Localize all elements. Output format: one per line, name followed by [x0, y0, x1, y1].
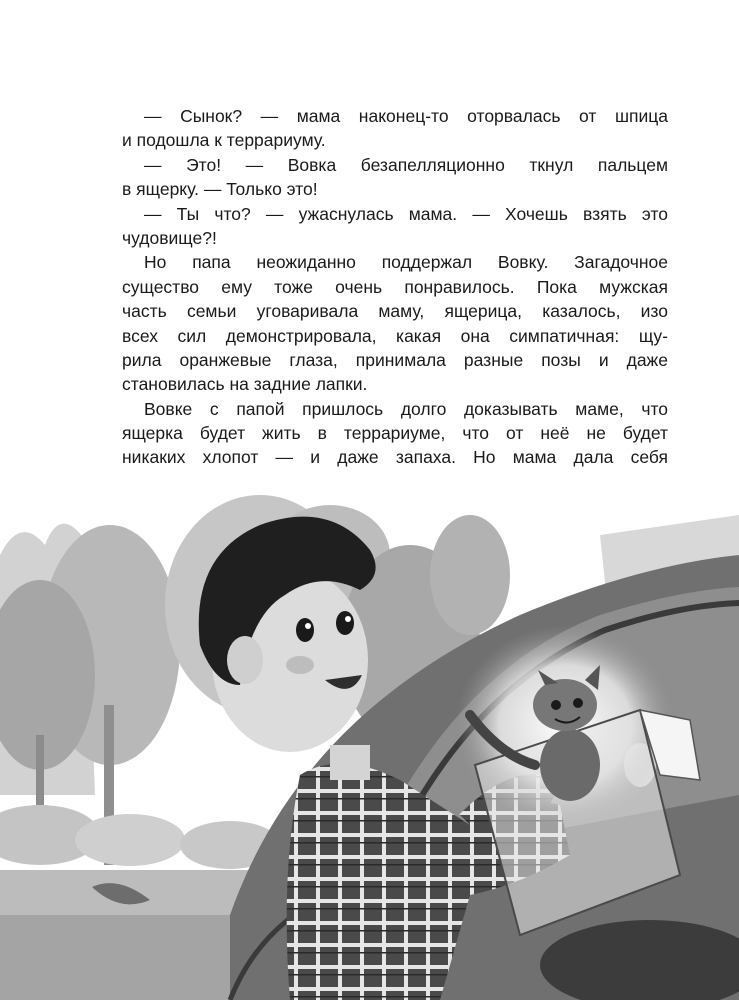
text-line: Вовке с папой пришлось долго доказывать маме, что — [144, 398, 668, 419]
text-line: и подошла к террариуму. — [122, 130, 326, 151]
text-line: — Ты что? — ужаснулась мама. — Хочешь взять это — [144, 203, 668, 224]
boy-with-dragon-illustration — [0, 495, 739, 1000]
story-text — [122, 104, 668, 470]
text-line: рила оранжевые глаза, принимала разные позы и даже — [122, 349, 668, 370]
text-line: — Сынок? — мама наконец-то оторвалась от шпица — [144, 106, 668, 126]
text-line: никаких хлопот — и даже запаха. Но мама дала себя — [122, 447, 668, 468]
text-line: чудовище?! — [122, 227, 217, 248]
text-line: существо ему тоже очень понравилось. Пока мужская — [122, 276, 668, 297]
text-line: часть семьи уговаривала маму, ящерица, казалось, изо — [122, 301, 668, 322]
text-line: в ящерку. — Только это! — [122, 179, 318, 200]
text-line: Но папа неожиданно поддержал Вовку. Загадочное — [144, 252, 668, 273]
bushes — [0, 805, 280, 869]
text-line: всех сил демонстрировала, какая она симпатичная: щу- — [122, 325, 668, 346]
text-line: ящерка будет жить в террариуме, что от неё не будет — [122, 423, 668, 444]
text-line: становилась на задние лапки. — [122, 374, 368, 395]
text-line: — Это! — Вовка безапелляционно ткнул пальцем — [144, 154, 668, 175]
